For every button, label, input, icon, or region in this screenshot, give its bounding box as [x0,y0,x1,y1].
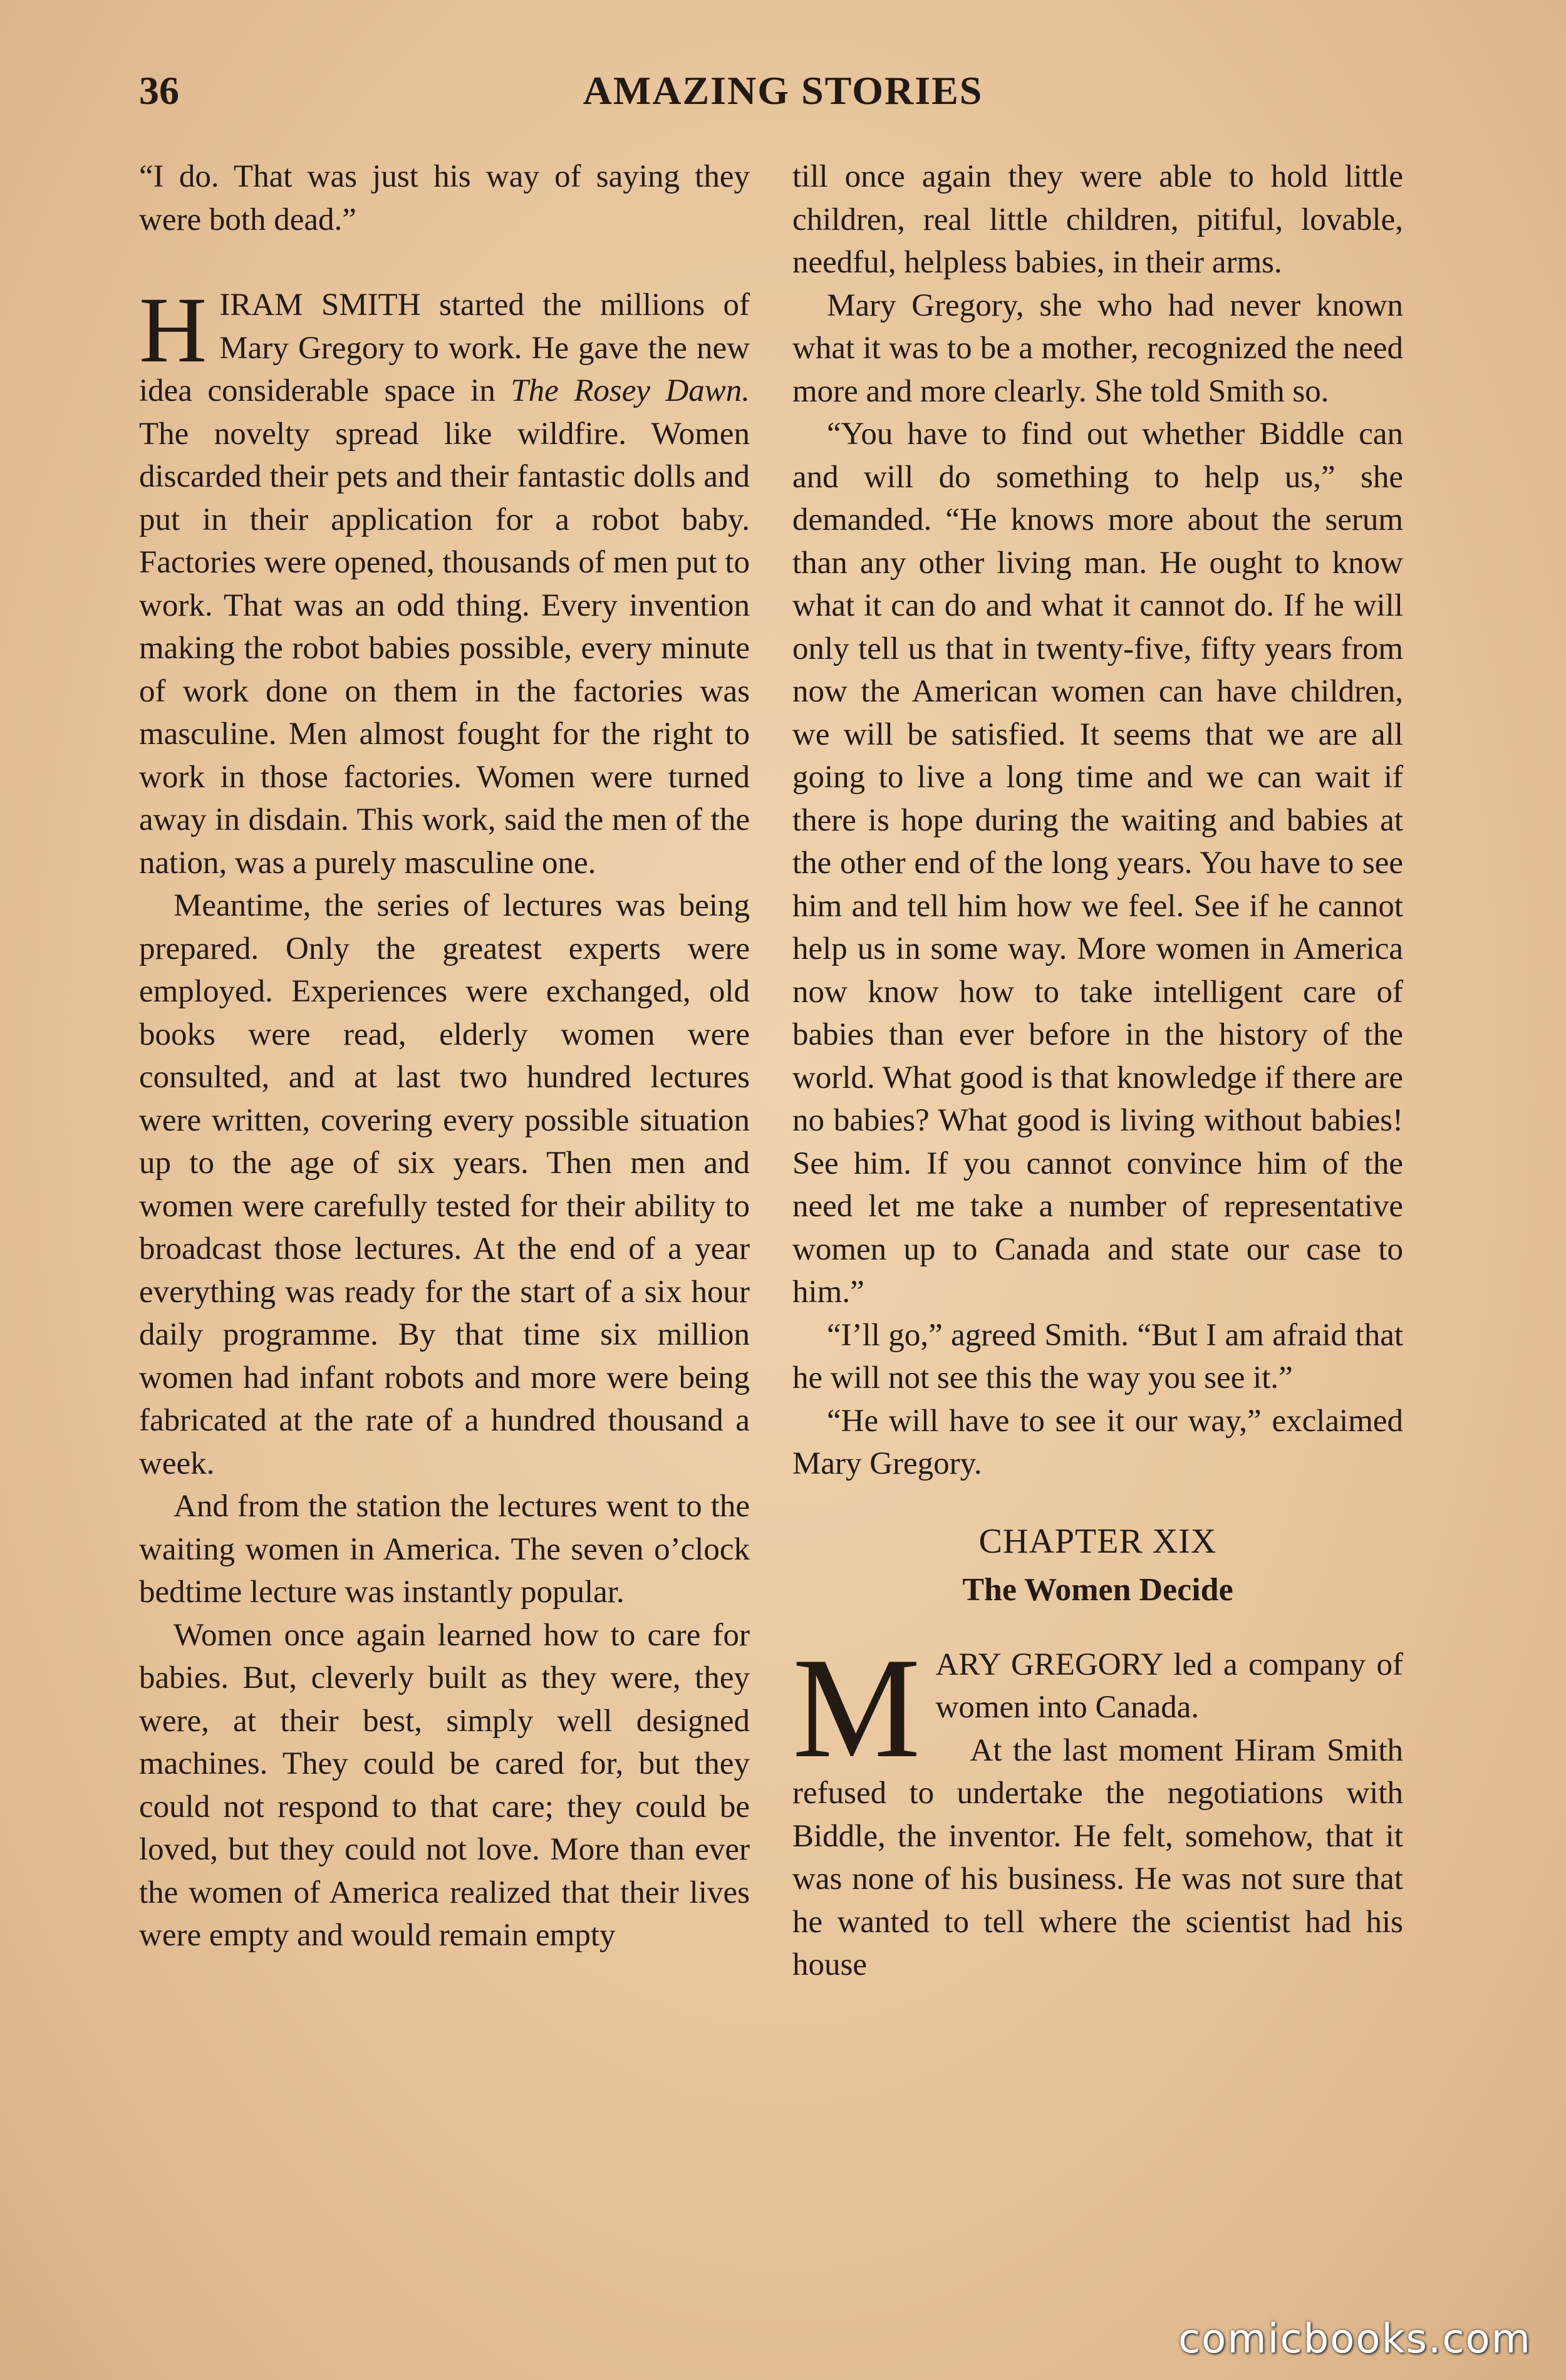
right-column [792,155,1403,1987]
paragraph [139,278,750,884]
paragraph: “He will have to see it our way,” exclaimed Mary Gregory. [792,1403,1403,1481]
paragraph: Women once again learned how to care for babies. But, cleverly built as they were, they were, at their best, simply well designed machines. They could be cared for, but they could not respond to that care; they could be loved, but they could not love. More than ever the women of America realized that their lives were empty and would remain empty [139,1617,750,1953]
paragraph: “I do. That was just his way of saying they were both dead.” [139,159,750,237]
paragraph: And from the station the lectures went to the waiting women in America. The seven o’clock bedtime lecture was instantly popular. [139,1489,750,1610]
paragraph [792,1627,1403,1788]
drop-cap: M [792,1627,921,1788]
chapter-heading: CHAPTER XIX [978,1521,1217,1561]
chapter-title: The Women Decide [962,1572,1233,1608]
left-column [139,155,750,1957]
publication-title: The Rosey Dawn. [511,373,750,408]
running-title: AMAZING STORIES [583,68,983,113]
paragraph: “I’ll go,” agreed Smith. “But I am afraid that he will not see this the way you see it.” [792,1317,1403,1395]
paragraph-text: The novelty spread like wildfire. Women discarded their pets and their fantastic dolls and put in their application for a robot baby. Factories were opened, thousands of men put to work. That was an odd thing. Every invention making the robot babies possible, every minute of work done on them in the factories was masculine. Men almost fought for the right to work in those factories. Women were turned away in disdain. This work, said the men of the nation, was a purely masculine one. [139,416,750,881]
paragraph: till once again they were able to hold little children, real little children, pitiful, lovable, needful, helpless babies, in their arms. [792,159,1403,280]
paragraph-text: ARY GREGORY led a company of women into Canada. [935,1647,1403,1725]
paragraph: At the last moment Hiram Smith refused to undertake the negotiations with Biddle, the inventor. He felt, somehow, that it was none of his business. He was not sure that he wanted to tell where the scientist had his house [792,1732,1403,1982]
watermark: comicbooks.com [1178,2316,1532,2362]
paragraph: “You have to find out whether Biddle can and will do something to help us,” she demanded. “He knows more about the serum than any other living man. He ought to know what it can do and what it cannot do. If he will only tell us that in twenty-five, fifty years from now the American women can have children, we will be satisfied. It seems that we are all going to live a long time and we can wait if there is hope during the waiting and babies at the other end of the long years. You have to see him and tell him how we feel. See if he cannot help us in some way. More women in America now know how to take intelligent care of babies than ever before in the history of the world. What good is that knowledge if there are no babies? What good is living without babies! See him. If you cannot convince him of the need let me take a number of representative women up to Canada and state our case to him.” [792,416,1403,1310]
paragraph-text: IRAM SMITH started the millions of Mary Gregory to work. He gave the new idea considerable space in [139,287,750,408]
drop-cap: H [139,278,207,382]
page-number: 36 [139,68,179,113]
paragraph: Mary Gregory, she who had never known what it was to be a mother, recognized the need more and more clearly. She told Smith so. [792,287,1403,409]
paragraph: Meantime, the series of lectures was being prepared. Only the greatest experts were employed. Experiences were exchanged, old books were read, elderly women were consulted, and at last two hundred lectures were written, covering every possible situation up to the age of six years. Then men and women were carefully tested for their ability to broadcast those lectures. At the end of a year everything was ready for the start of a six hour daily programme. By that time six million women had infant robots and more were being fabricated at the rate of a hundred thousand a week. [139,888,750,1481]
